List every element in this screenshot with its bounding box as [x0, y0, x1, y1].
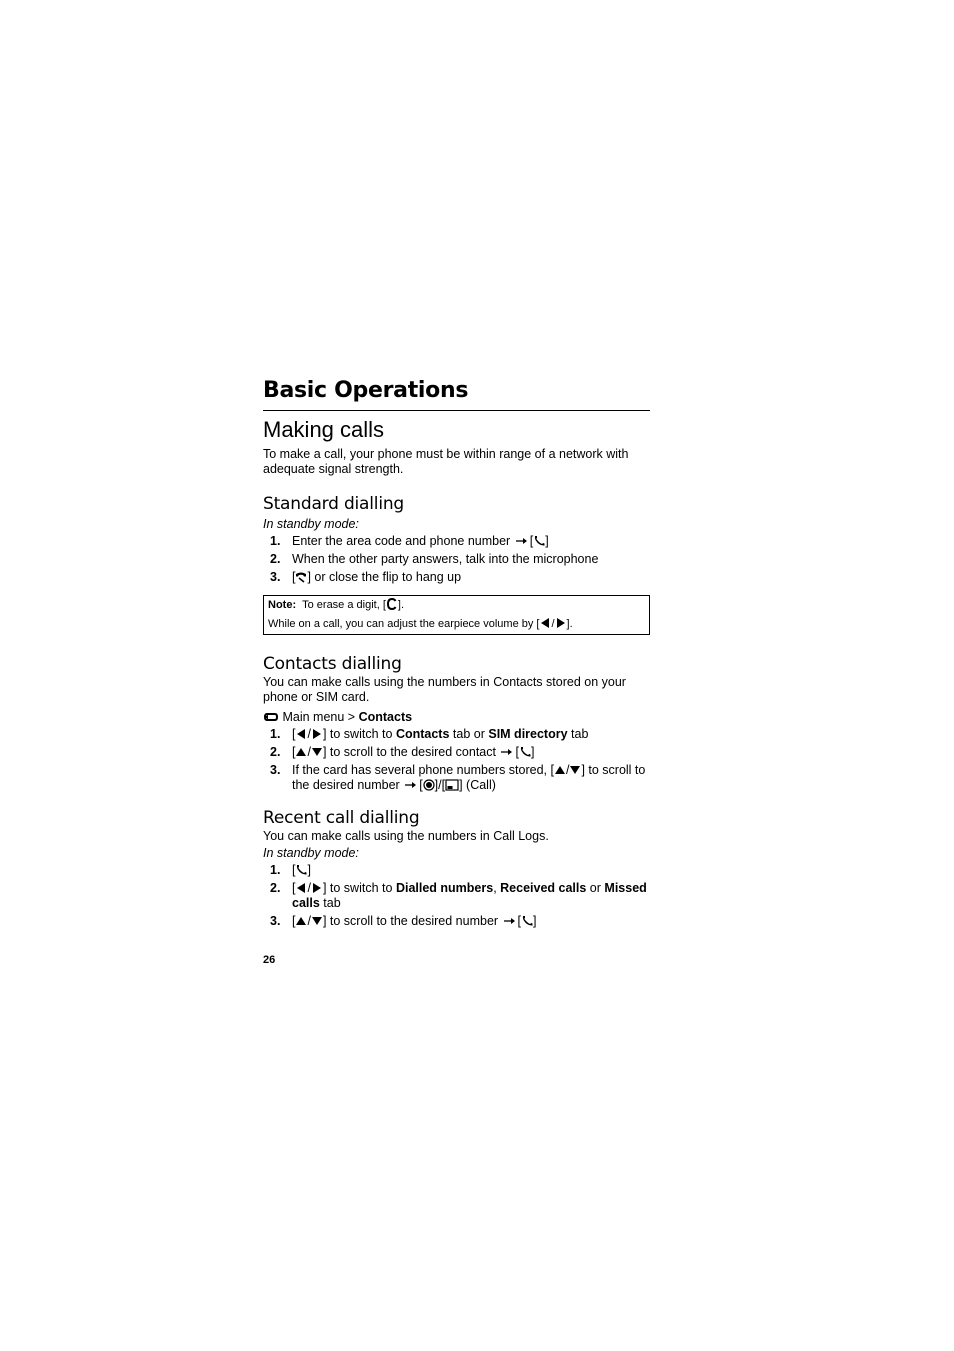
menu-path: Main menu > Contacts: [263, 710, 650, 725]
note-box: [263, 595, 650, 635]
clear-key-icon: [386, 598, 398, 610]
down-nav-icon: [311, 746, 323, 758]
standby-mode-label: In standby mode:: [263, 846, 359, 860]
section-title-making-calls: Making calls: [263, 417, 385, 442]
standby-mode-label: In standby mode:: [263, 517, 359, 531]
manual-page: [263, 376, 650, 932]
end-key-icon: [295, 571, 307, 583]
list-item: 3. If the card has several phone numbers stored, [ / ] to scroll to the desired number [ ]/[ ] (Call): [270, 763, 646, 792]
note-line-1: Note: To erase a digit, [ ].: [268, 599, 405, 611]
up-nav-icon: [295, 746, 307, 758]
down-nav-icon: [569, 764, 581, 776]
left-nav-icon: [295, 728, 307, 740]
recent-intro: You can make calls using the numbers in Call Logs.: [263, 829, 549, 843]
left-nav-icon: [539, 617, 551, 629]
standard-steps: [263, 534, 650, 585]
subsection-standard-dialling: Standard dialling: [263, 494, 405, 514]
arrow-right-icon: [405, 781, 417, 789]
note-label: Note:: [268, 599, 297, 611]
right-nav-icon: [311, 728, 323, 740]
recent-steps: [263, 863, 650, 929]
note-line-2: While on a call, you can adjust the earpiece volume by [ / ].: [268, 618, 573, 630]
making-calls-intro: To make a call, your phone must be within range of a network with adequate signal strength.: [263, 447, 629, 476]
center-key-icon: [423, 779, 435, 791]
right-nav-icon: [555, 617, 567, 629]
up-nav-icon: [295, 915, 307, 927]
list-item: 1. [ / ] to switch to Contacts tab or SIM directory tab: [270, 727, 589, 741]
list-item: 2. [ / ] to scroll to the desired contact [ ]: [270, 745, 535, 759]
right-nav-icon: [311, 882, 323, 894]
down-nav-icon: [311, 915, 323, 927]
arrow-right-icon: [504, 917, 516, 925]
contacts-intro: You can make calls using the numbers in Contacts stored on your phone or SIM card.: [263, 675, 626, 704]
list-item: 2. When the other party answers, talk into the microphone: [270, 552, 599, 566]
list-item: 3. [ ] or close the flip to hang up: [270, 570, 462, 584]
list-item: 3. [ / ] to scroll to the desired number [ ]: [270, 914, 537, 928]
left-nav-icon: [295, 882, 307, 894]
up-nav-icon: [554, 764, 566, 776]
soft-key-icon: [445, 779, 459, 791]
call-key-icon: [519, 746, 531, 758]
call-key-icon: [295, 864, 307, 876]
page-number: 26: [263, 954, 276, 966]
subsection-recent-call-dialling: Recent call dialling: [263, 808, 420, 828]
call-key-icon: [533, 535, 545, 547]
call-key-icon: [521, 915, 533, 927]
list-item: 1. Enter the area code and phone number [ ]: [270, 534, 549, 548]
chapter-title: Basic Operations: [263, 376, 650, 411]
contacts-steps: [263, 727, 650, 793]
arrow-right-icon: [516, 537, 528, 545]
menu-key-icon: [263, 711, 279, 723]
arrow-right-icon: [501, 748, 513, 756]
list-item: 2. [ / ] to switch to Dialled numbers, Received calls or Missed calls tab: [270, 881, 647, 910]
list-item: 1. [ ]: [270, 863, 311, 877]
subsection-contacts-dialling: Contacts dialling: [263, 654, 402, 674]
